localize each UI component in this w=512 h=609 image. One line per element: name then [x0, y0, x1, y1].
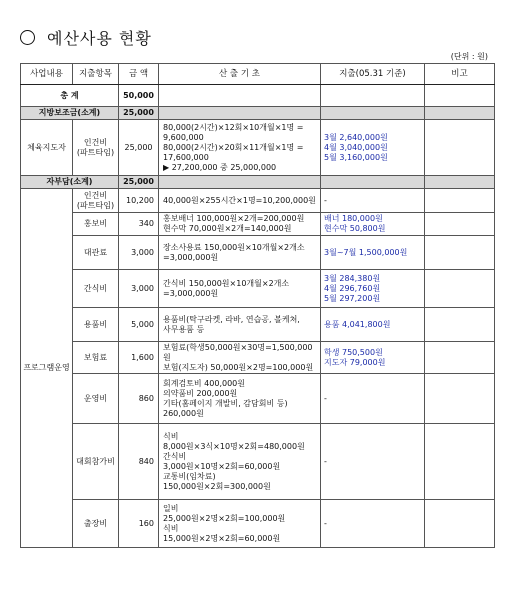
- amount-cell: 860: [119, 374, 159, 424]
- budget-table: [20, 63, 495, 548]
- subtotal-label: 지방보조금(소계): [21, 107, 119, 120]
- total-label: 총 계: [21, 85, 119, 107]
- basis-cell: 홍보배너 100,000원×2개=200,000원 현수막 70,000원×2개=140,000원: [159, 213, 321, 236]
- item-cell: 대관료: [73, 236, 119, 270]
- table-row: [21, 213, 495, 236]
- spend-cell: 학생 750,500원 지도자 79,000원: [321, 342, 425, 374]
- amount-cell: 160: [119, 500, 159, 548]
- spend-cell: -: [321, 189, 425, 213]
- item-cell: 운영비: [73, 374, 119, 424]
- total-amount: 50,000: [119, 85, 159, 107]
- subtotal-amount: 25,000: [119, 107, 159, 120]
- header-basis: 산 출 기 초: [159, 64, 321, 85]
- table-row: [21, 189, 495, 213]
- amount-cell: 10,200: [119, 189, 159, 213]
- item-cell: 용품비: [73, 308, 119, 342]
- spend-cell: 용품 4,041,800원: [321, 308, 425, 342]
- subtotal-amount: 25,000: [119, 176, 159, 189]
- item-cell: 홍보비: [73, 213, 119, 236]
- amount-cell: 340: [119, 213, 159, 236]
- table-row: [21, 120, 495, 176]
- item-cell: 출장비: [73, 500, 119, 548]
- subtotal-row-local: [21, 107, 495, 120]
- note-cell: [425, 270, 495, 308]
- table-row: [21, 424, 495, 500]
- item-cell: 대회참가비: [73, 424, 119, 500]
- note-cell: [425, 500, 495, 548]
- header-project: 사업내용: [21, 64, 73, 85]
- note-cell: [425, 189, 495, 213]
- spend-cell: -: [321, 424, 425, 500]
- table-row: [21, 374, 495, 424]
- item-cell: 인건비 (파트타임): [73, 189, 119, 213]
- subtotal-label: 자부담(소계): [21, 176, 119, 189]
- page-title-row: [20, 24, 152, 50]
- item-cell: 간식비: [73, 270, 119, 308]
- amount-cell: 25,000: [119, 120, 159, 176]
- note-cell: [425, 120, 495, 176]
- spend-cell: 배너 180,000원 현수막 50,800원: [321, 213, 425, 236]
- spend-cell: 3월 284,380원 4월 296,760원 5월 297,200원: [321, 270, 425, 308]
- basis-cell: 보험료(학생50,000원×30명=1,500,000원 보험(지도자) 50,000원×2명=100,000원: [159, 342, 321, 374]
- note-cell: [425, 424, 495, 500]
- header-amount: 금 액: [119, 64, 159, 85]
- note-cell: [425, 342, 495, 374]
- basis-cell: 회계검토비 400,000원 의약품비 200,000원 기타(홈페이지 개발비, 감담회비 등) 260,000원: [159, 374, 321, 424]
- table-row: [21, 270, 495, 308]
- basis-cell: 장소사용료 150,000원×10개월×2개소 =3,000,000원: [159, 236, 321, 270]
- spend-cell: -: [321, 374, 425, 424]
- project-cell: 체육지도자: [21, 120, 73, 176]
- header-note: 비고: [425, 64, 495, 85]
- header-spend: 지출(05.31 기준): [321, 64, 425, 85]
- item-cell: 보험료: [73, 342, 119, 374]
- page-title: 예산사용 현황: [47, 28, 152, 48]
- table-row: [21, 342, 495, 374]
- project-cell: 프로그램운영: [21, 189, 73, 548]
- basis-cell: 일비 25,000원×2명×2회=100,000원 식비 15,000원×2명×2회=60,000원: [159, 500, 321, 548]
- spend-cell: 3월~7월 1,500,000원: [321, 236, 425, 270]
- header-row: [21, 64, 495, 85]
- amount-cell: 3,000: [119, 270, 159, 308]
- unit-label: (단위 : 원): [450, 52, 488, 61]
- amount-cell: 3,000: [119, 236, 159, 270]
- header-item: 지출항목: [73, 64, 119, 85]
- note-cell: [425, 374, 495, 424]
- amount-cell: 840: [119, 424, 159, 500]
- spend-cell: 3월 2,640,000원 4월 3,040,000원 5월 3,160,000원: [321, 120, 425, 176]
- table-row: [21, 500, 495, 548]
- total-row: [21, 85, 495, 107]
- table-row: [21, 236, 495, 270]
- circle-bullet-icon: [20, 30, 35, 45]
- note-cell: [425, 236, 495, 270]
- note-cell: [425, 308, 495, 342]
- note-cell: [425, 213, 495, 236]
- basis-cell: 식비 8,000원×3식×10명×2회=480,000원 간식비 3,000원×10명×2회=60,000원 교통비(임차료) 150,000원×2회=300,000원: [159, 424, 321, 500]
- spend-cell: -: [321, 500, 425, 548]
- basis-cell: 80,000(2시간)×12회×10개월×1명 = 9,600,000 80,000(2시간)×20회×11개월×1명 = 17,600,000 ▶ 27,200,000 중 25,000,000: [159, 120, 321, 176]
- item-cell: 인건비 (파트타임): [73, 120, 119, 176]
- amount-cell: 5,000: [119, 308, 159, 342]
- subtotal-row-self: [21, 176, 495, 189]
- basis-cell: 40,000원×255시간×1명=10,200,000원: [159, 189, 321, 213]
- table-row: [21, 308, 495, 342]
- basis-cell: 간식비 150,000원×10개월×2개소 =3,000,000원: [159, 270, 321, 308]
- basis-cell: 용품비(탁구라켓, 라바, 연습공, 볼케쳐, 사무용품 등: [159, 308, 321, 342]
- amount-cell: 1,600: [119, 342, 159, 374]
